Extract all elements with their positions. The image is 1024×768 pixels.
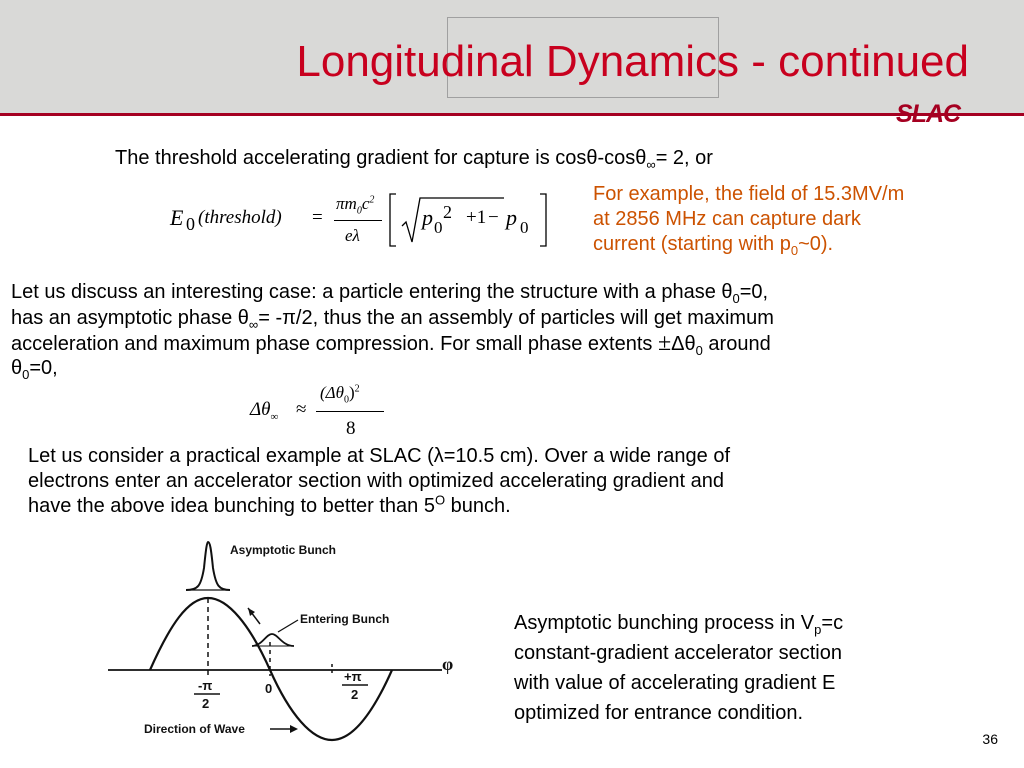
entering-bunch-label: Entering Bunch: [300, 612, 390, 626]
intro-text: The threshold accelerating gradient for capture is cosθ-cosθ$_\infty$= 2, or: [115, 147, 713, 172]
svg-text:2: 2: [202, 696, 210, 711]
fraction-bar: [334, 220, 382, 221]
phase-equation: $\Delta\theta_\infty$ ≈ $(\Delta\theta_0)^2$ 8: [250, 380, 400, 442]
svg-text:+π: +π: [344, 669, 362, 684]
asymptotic-bunch-peak: [186, 542, 230, 590]
direction-of-wave-label: Direction of Wave: [144, 722, 245, 736]
header-rule: [0, 113, 1024, 116]
entering-bunch-bump: [252, 634, 294, 646]
svg-text:0: 0: [265, 681, 273, 696]
bunching-diagram: [100, 540, 480, 745]
slac-logo: SLAC: [896, 100, 961, 128]
asymptotic-bunch-label: Asymptotic Bunch: [230, 543, 337, 557]
page-number: 36: [982, 731, 998, 747]
fraction-bar: [316, 411, 384, 412]
entering-label-arrow: [278, 620, 298, 632]
phi-label: φ: [442, 654, 454, 674]
svg-text:-π: -π: [198, 678, 213, 693]
slide-title: Longitudinal Dynamics - continued: [296, 37, 969, 86]
threshold-equation: E 0 (threshold) = $\pi m_0c^2$ eλ p 0 2 +1 − p 0: [170, 188, 550, 256]
svg-text:2: 2: [351, 687, 359, 702]
